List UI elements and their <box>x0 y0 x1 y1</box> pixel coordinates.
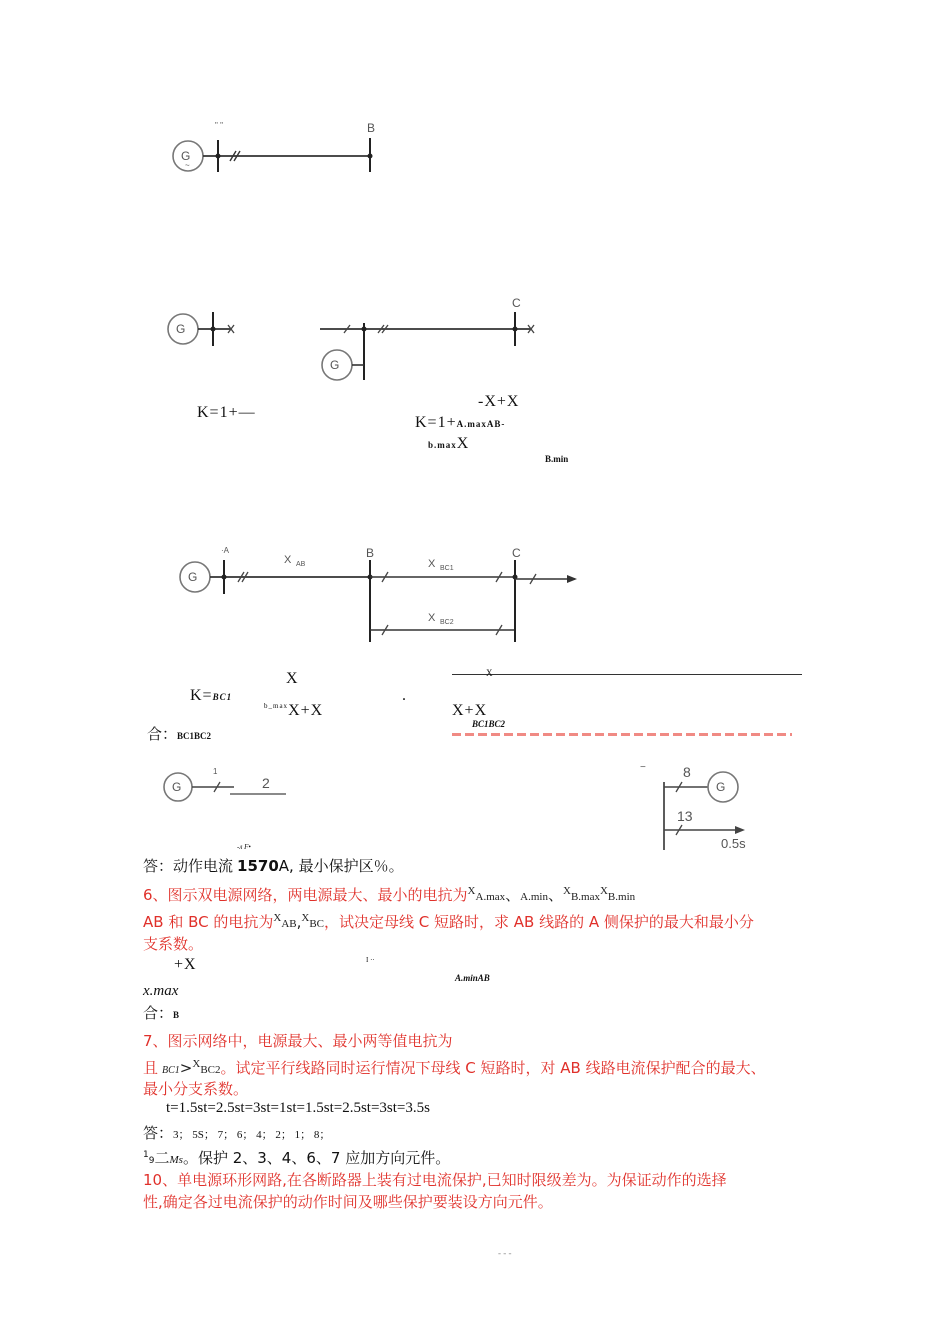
bus-a-label: ·A <box>221 546 229 555</box>
formula-bmin: B.min <box>545 454 569 464</box>
q7-x1-sub: BC1 <box>162 1065 180 1076</box>
bus-b-label: B <box>367 121 376 135</box>
formula2-right-xpx: X+X <box>452 702 488 719</box>
breaker-label-13: 13 <box>677 808 693 824</box>
q6-x1: X <box>467 885 476 897</box>
q7-line2-rest: 。试定平行线路同时运行情况下母线 C 短路时，对 AB 线路电流保护配合的最大、 <box>220 1059 766 1077</box>
line-9-sub: 9 <box>148 1156 155 1166</box>
formula2-bmax-sub: b_max <box>264 702 289 710</box>
q6-sep1: 、 <box>505 886 521 904</box>
line-9 <box>143 1147 450 1168</box>
q6-sep2: 、 <box>547 886 563 904</box>
q6-x3: X <box>562 885 571 897</box>
line-9-ms: Ms <box>169 1154 183 1166</box>
formula2-xpx: X+X <box>288 702 324 719</box>
question-10-line2: 性,确定各过电流保护的动作时间及哪些保护要装设方向元件。 <box>143 1193 553 1211</box>
question-7-line3: 最小分支系数。 <box>143 1080 249 1098</box>
answer-9 <box>143 1122 330 1143</box>
reactance-bc2-sub: BC2 <box>440 619 454 626</box>
page-footer: - - - <box>498 1248 512 1258</box>
bus-b-label: B <box>366 546 375 560</box>
reactance-bc1-sub: BC1 <box>440 565 454 572</box>
small-fraction: -л F• <box>237 843 251 851</box>
q7-x2-sub: BC2 <box>200 1064 221 1076</box>
q7-x2: X <box>192 1058 201 1070</box>
question-6-line3: 支系数。 <box>143 935 204 953</box>
question-6-line2 <box>143 911 754 932</box>
q6-x5-sub: AB <box>281 918 297 930</box>
generator-label: G <box>172 780 182 794</box>
generator-label: G <box>188 570 198 584</box>
q6-answer-b: B <box>173 1010 180 1020</box>
generator-label: G <box>176 322 186 336</box>
formula-k-left: K=1+— <box>197 404 256 421</box>
q6-x4-sub: B.min <box>607 891 636 903</box>
formula2-right-sub: BC1BC2 <box>472 719 506 729</box>
question-10-line1: 10、单电源环形网路,在各断路器上装有过电流保护,已知时限级差为。为保证动作的选择 <box>143 1171 727 1189</box>
breaker-label-8: 8 <box>683 764 691 780</box>
formula2-x-top: X <box>286 670 299 687</box>
generator-label: G <box>181 149 191 163</box>
formula-line2-sub: b.max <box>428 440 457 450</box>
breaker-label-2: 2 <box>262 775 270 791</box>
q6-x6-sub: BC <box>309 918 325 930</box>
q6-formula-plus: +X <box>174 956 197 973</box>
q6-answer-label: 合： <box>143 1004 174 1022</box>
q6-x3-sub: B.max <box>570 891 600 903</box>
q6-line2-rest: ，试决定母线 C 短路时，求 AB 线路的 A 侧保护的最大和最小分 <box>324 913 754 931</box>
q6-formula-mid: I ·· <box>366 956 375 964</box>
times-line: t=1.5st=2.5st=3st=1st=1.5st=2.5st=3st=3.5s <box>166 1100 430 1116</box>
svg-text:~: ~ <box>185 161 190 170</box>
q6-formula-xmax: x.max <box>143 983 179 999</box>
answer-9-prefix: 答： <box>143 1124 174 1142</box>
formula2-k-sub: BC1 <box>212 692 233 702</box>
generator-label: G <box>330 358 340 372</box>
q6-x4: X <box>599 885 608 897</box>
q6-text: 6、图示双电源网络，两电源最大、最小的电抗为 <box>143 886 468 904</box>
reactance-ab-sub: AB <box>296 561 306 568</box>
reactance-bc2-label: X <box>428 612 436 624</box>
reactance-bc1-label: X <box>428 558 436 570</box>
bus-a-label: " " <box>215 121 223 130</box>
tick-mark: − <box>640 762 646 773</box>
formula-numerator: -X+X <box>478 393 520 410</box>
q6-x5: X <box>273 912 282 924</box>
formula2-dot: . <box>402 687 407 704</box>
time-label-05s: 0.5s <box>721 836 746 851</box>
formula-line2-text: X <box>456 435 470 452</box>
bus-c-label: C <box>512 296 521 310</box>
line-9-text: 。保护 2、3、4、6、7 应加方向元件。 <box>182 1149 451 1167</box>
q6-x6: X <box>301 912 310 924</box>
line-9-mid: 二 <box>154 1149 170 1167</box>
question-7-line2 <box>143 1057 766 1078</box>
formula2-answer-label: 合： <box>147 725 178 743</box>
q6-line2-text: AB 和 BC 的电抗为 <box>143 913 274 931</box>
bus-c-label: C <box>512 546 521 560</box>
answer-9-values: 3； 5S； 7； 6； 4； 2； 1； 8； <box>173 1129 331 1141</box>
answer-5-suffix: A, 最小保护区％。 <box>278 857 404 875</box>
answer-5-current: 1570 <box>237 857 279 875</box>
answer-5 <box>143 855 404 876</box>
q6-x2-sub: A.min <box>520 891 548 903</box>
line-9-pre: 1 <box>143 1150 149 1160</box>
breaker-label-1: 1 <box>213 767 218 776</box>
q7-line2-text: 且 <box>143 1059 159 1077</box>
q6-comma: , <box>296 913 302 931</box>
formula-k-main-sub: A.maxAB- <box>456 419 506 429</box>
formula2-k-text: K= <box>190 687 213 704</box>
q6-formula-aminab: A.minAB <box>455 973 490 983</box>
formula-k-main-text: K=1+ <box>415 414 457 431</box>
reactance-ab-label: X <box>284 554 292 566</box>
q6-x1-sub: A.max <box>475 891 506 903</box>
fraction-bar-text: X <box>486 668 493 678</box>
question-6-line1 <box>143 884 635 905</box>
formula2-answer-sub: BC1BC2 <box>177 731 212 741</box>
q7-gt: > <box>179 1059 193 1077</box>
answer-5-prefix: 答：动作电流 <box>143 857 234 875</box>
q6-answer <box>143 1002 179 1023</box>
generator-label: G <box>716 780 726 794</box>
question-7-line1: 7、图示网络中，电源最大、最小两等值电抗为 <box>143 1032 453 1050</box>
